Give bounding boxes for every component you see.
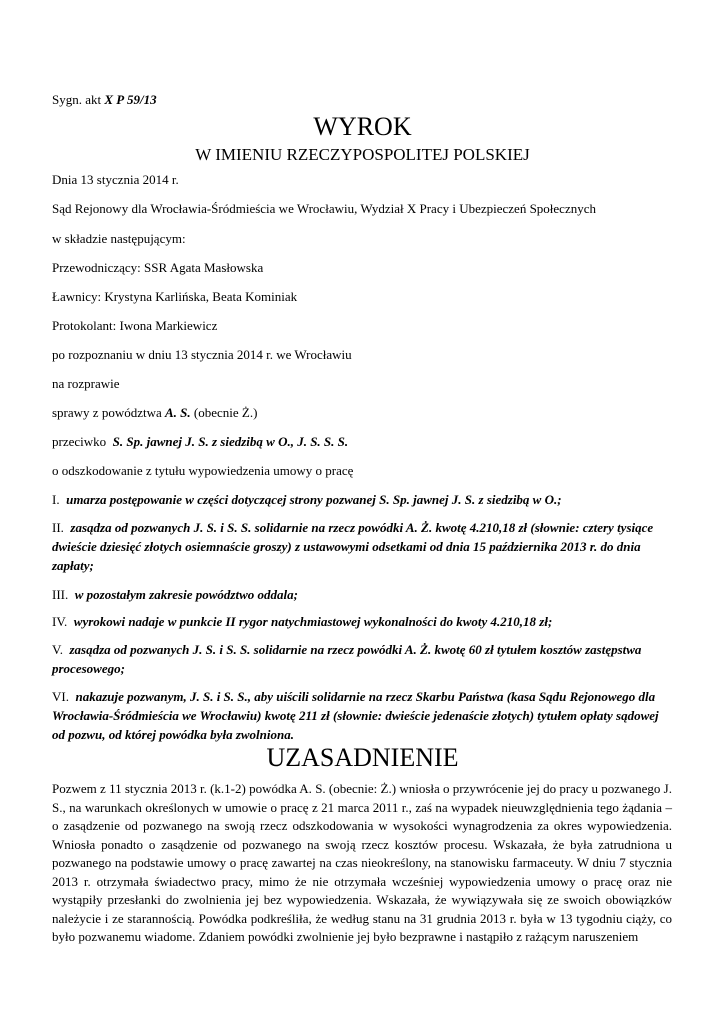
ruling-text: zasądza od pozwanych J. S. i S. S. solidarnie na rzecz powódki A. Ż. kwotę 4.210,18 zł (słownie: cztery tysiące dwieście dziesięć złotych osiemnaście groszy) z ustawowymi odsetkami od dnia 15 października 2013 r. do dnia zapłaty; [52,520,654,573]
ruling-text: nakazuje pozwanym, J. S. i S. S., aby uiścili solidarnie na rzecz Skarbu Państwa (kasa Sądu Rejonowego dla Wrocławia-Śródmieścia we Wrocławiu) kwotę 211 zł (słownie: dwieście jedenaście złotych) tytułem opłaty sądowej od pozwu, od której powódka była zwolniona. [52,689,659,742]
hearing-line: po rozpoznaniu w dniu 13 stycznia 2014 r. we Wrocławiu [52,347,352,362]
ruling-number: III. [52,587,69,602]
session-line: na rozprawie [52,376,120,391]
plaintiff-name: A. S. [165,405,191,420]
court-line: Sąd Rejonowy dla Wrocławia-Śródmieścia we Wrocławiu, Wydział X Pracy i Ubezpieczeń Społecznych [52,201,596,216]
ruling-number: V. [52,642,63,657]
ruling-number: VI. [52,689,69,704]
ruling-item [52,612,672,631]
defendant-name: S. Sp. jawnej J. S. z siedzibą w O., J. S. S. S. [112,434,349,449]
against-prefix: przeciwko [52,434,107,449]
justification-text: Pozwem z 11 stycznia 2013 r. (k.1-2) powódka A. S. (obecnie: Ż.) wniosła o przywrócenie jej do pracy u pozwanego J. S., na warunkach określonych w umowie o pracę z 21 marca 2011 r., zaś na wypadek nieuwzględnienia tego żądania – o zasądzenie od pozwanego na swoją rzecz odszkodowania w wysokości wynagrodzenia za okres wypowiedzenia. Wniosła ponadto o zasądzenie od pozwanego na swoją rzecz kosztów procesu. Wskazała, że była zatrudniona u pozwanego na podstawie umowy o pracę zawartej na czas nieokreślony, na stanowisku farmaceuty. W dniu 7 stycznia 2013 r. otrzymała świadectwo pracy, mimo że nie otrzymała wcześniej wypowiedzenia umowy o pracę oraz nie wystąpiły przesłanki do zwolnienia jej bez wypowiedzenia. Wskazała, że wywiązywała się ze swoich obowiązków należycie i ze starannością. Powódka podkreśliła, że według stanu na 31 grudnia 2013 r. była w 13 tygodniu ciąży, co było pozwanemu wiadome. Zdaniem powódki zwolnienie jej było bezprawne i nastąpiło z rażącym naruszeniem [52,781,672,944]
ruling-text: wyrokowi nadaje w punkcie II rygor natychmiastowej wykonalności do kwoty 4.210,18 zł; [73,614,553,629]
justification-title: UZASADNIENIE [266,743,459,772]
ruling-item [52,518,672,575]
clerk-line: Protokolant: Iwona Markiewicz [52,318,218,333]
composition-line: w składzie następującym: [52,231,186,246]
judgment-subtitle: W IMIENIU RZECZYPOSPOLITEJ POLSKIEJ [195,145,530,164]
ruling-text: zasądza od pozwanych J. S. i S. S. solidarnie na rzecz powódki A. Ż. kwotę 60 zł tytułem kosztów zastępstwa procesowego; [52,642,642,676]
ruling-text: umarza postępowanie w części dotyczącej strony pozwanej S. Sp. jawnej J. S. z siedzibą w O.; [66,492,562,507]
date-line: Dnia 13 stycznia 2014 r. [52,172,179,187]
case-signature-label: Sygn. akt [52,92,102,107]
ruling-number: II. [52,520,64,535]
chair-line: Przewodniczący: SSR Agata Masłowska [52,260,264,275]
case-prefix: sprawy z powództwa [52,405,162,420]
against-line [52,434,348,450]
lay-judges-line: Ławnicy: Krystyna Karlińska, Beata Kominiak [52,289,298,304]
judgment-title: WYROK [313,112,412,141]
case-line [52,405,257,421]
ruling-item [52,585,672,604]
ruling-number: IV. [52,614,68,629]
ruling-item [52,640,672,678]
ruling-item [52,490,672,509]
ruling-text: w pozostałym zakresie powództwo oddala; [74,587,298,602]
case-suffix: (obecnie Ż.) [193,405,258,420]
case-signature-value: X P 59/13 [104,92,157,107]
ruling-item [52,687,672,744]
subject-line: o odszkodowanie z tytułu wypowiedzenia umowy o pracę [52,463,354,478]
ruling-number: I. [52,492,60,507]
case-signature [52,92,157,108]
